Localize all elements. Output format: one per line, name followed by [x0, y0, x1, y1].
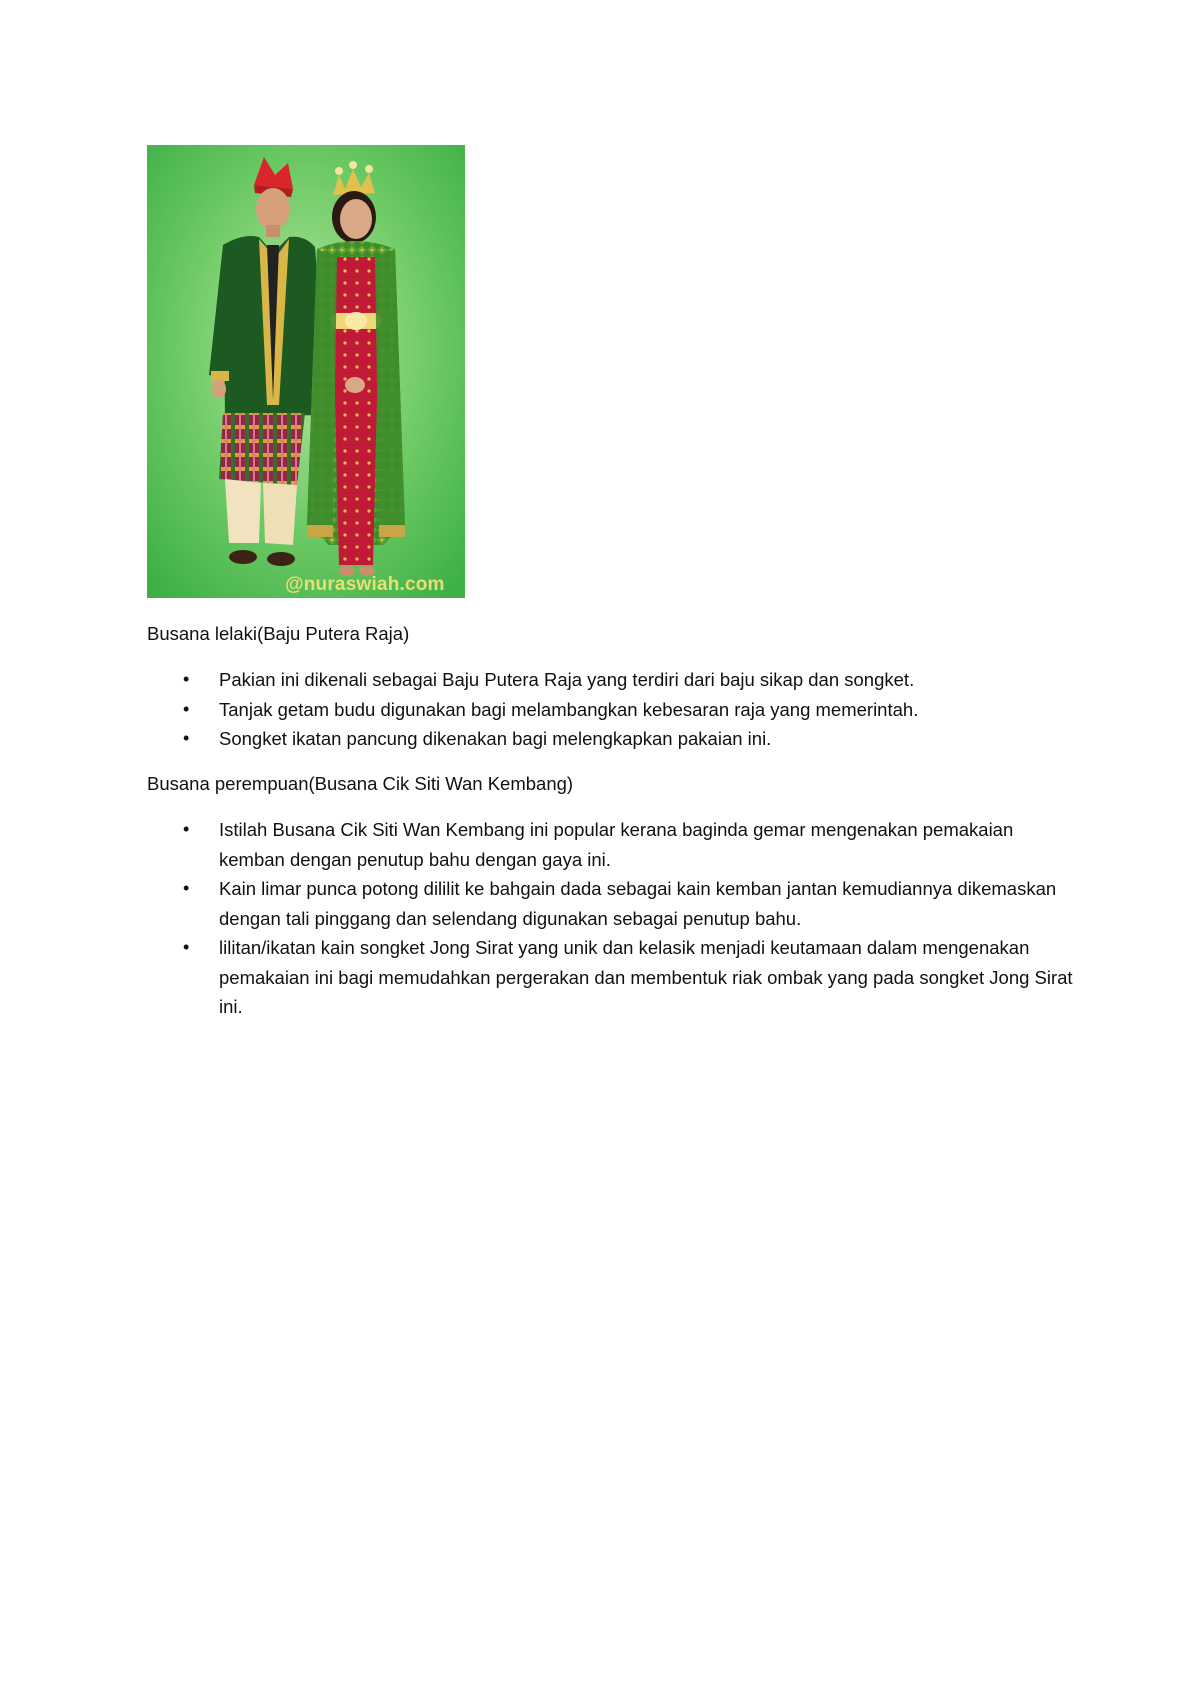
- photo-watermark: @nuraswiah.com: [285, 574, 445, 595]
- costume-illustration: [147, 145, 465, 598]
- female-section-heading: Busana perempuan(Busana Cik Siti Wan Kembang): [147, 773, 574, 794]
- list-item: • Songket ikatan pancung dikenakan bagi melengkapkan pakaian ini.: [147, 724, 1077, 754]
- male-bullet-list: [147, 665, 1077, 754]
- list-item: • lilitan/ikatan kain songket Jong Sirat yang unik dan kelasik menjadi keutamaan dalam mengenakan pemakaian ini bagi memudahkan pergerakan dan membentuk riak ombak yang pada songket Jong Sirat ini.: [147, 933, 1077, 1022]
- traditional-costume-photo: [147, 145, 465, 598]
- list-item: • Tanjak getam budu digunakan bagi melambangkan kebesaran raja yang memerintah.: [147, 695, 1077, 725]
- female-bullet-list: [147, 815, 1077, 1022]
- list-item: • Pakian ini dikenali sebagai Baju Putera Raja yang terdiri dari baju sikap dan songket.: [147, 665, 1077, 695]
- list-item: • Istilah Busana Cik Siti Wan Kembang ini popular kerana baginda gemar mengenakan pemakaian kemban dengan penutup bahu dengan gaya ini.: [147, 815, 1077, 874]
- male-section-heading: Busana lelaki(Baju Putera Raja): [147, 623, 410, 644]
- list-item: • Kain limar punca potong dililit ke bahgain dada sebagai kain kemban jantan kemudiannya dikemaskan dengan tali pinggang dan selendang digunakan sebagai penutup bahu.: [147, 874, 1077, 933]
